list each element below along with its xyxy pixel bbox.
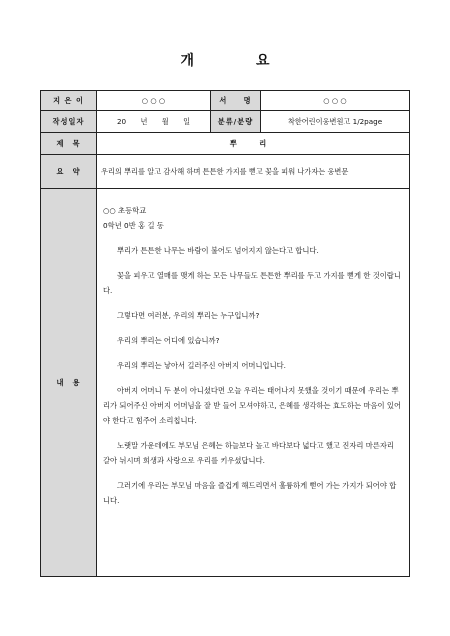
summary-value: 우리의 뿌리를 알고 감사해 하며 튼튼한 가지를 뻗고 꽃을 피워 나가자는 웅변문 xyxy=(97,155,410,189)
paragraph: 뿌리가 튼튼한 나무는 바람이 불어도 넘어지지 않는다고 합니다. xyxy=(117,246,319,255)
category-value: 착한어린이웅변원고 1/2page xyxy=(261,111,410,133)
paragraph: 꽃을 피우고 열매를 맺게 하는 모든 나무들도 튼튼한 뿌리를 두고 가지를 뻗게 한 것이랍니다. xyxy=(103,271,401,295)
category-label: 분류/분량 xyxy=(211,111,261,133)
content-body xyxy=(97,189,410,577)
summary-label: 요 약 xyxy=(41,155,97,189)
signature-label: 서 명 xyxy=(211,91,261,111)
paragraph: 그러기에 우리는 부모님 마음을 즐겁게 해드리면서 훌륭하게 뻗어 가는 가지가 되어야 합니다. xyxy=(103,481,397,505)
subject-value: 뿌 리 xyxy=(97,133,410,155)
student-line: 0학년 0반 홍 길 동 xyxy=(103,221,164,230)
overview-form xyxy=(40,90,410,577)
paragraph: 우리의 뿌리는 낳아서 길러주신 아버지 어머니입니다. xyxy=(117,361,286,370)
paragraph: 아버지 어머니 두 분이 아니셨다면 오늘 우리는 태어나지 못했을 것이기 때문에 우리는 뿌리가 되어주신 아버지 어머님을 잘 받 들어 모셔야하고, 은혜를 생각하는 효도하는 마음이 있어야 한다고 힘주어 소리칩니다. xyxy=(103,386,402,425)
paragraph: 우리의 뿌리는 어디에 있습니까? xyxy=(117,336,220,345)
date-label: 작성일자 xyxy=(41,111,97,133)
author-label: 지 은 이 xyxy=(41,91,97,111)
school-line: ○○ 초등학교 xyxy=(103,206,147,215)
content-label: 내 용 xyxy=(41,189,97,577)
author-value: ○ ○ ○ xyxy=(97,91,211,111)
date-value: 20 년 월 일 xyxy=(97,111,211,133)
paragraph: 그렇다면 여러분, 우리의 뿌리는 누구입니까? xyxy=(117,311,260,320)
document-title: 개 요 xyxy=(180,53,294,69)
subject-label: 제 목 xyxy=(41,133,97,155)
paragraph: 노랫말 가운데에도 부모님 은혜는 하늘보다 높고 바다보다 넓다고 했고 진자리 마른자리 갈아 뉘시며 희생과 사랑으로 우리를 키우셨답니다. xyxy=(103,441,394,465)
signature-value: ○ ○ ○ xyxy=(261,91,410,111)
